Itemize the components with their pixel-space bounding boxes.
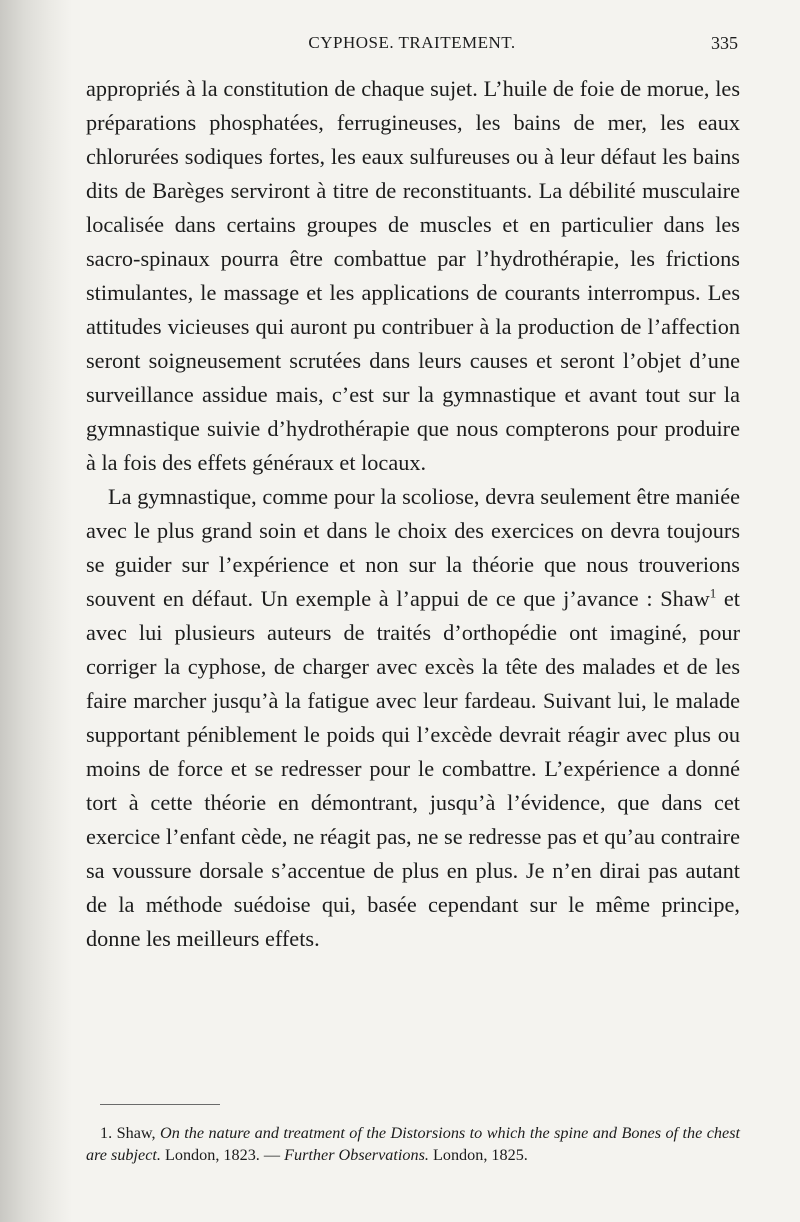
- footnote-title-2: Further Observations.: [284, 1146, 429, 1164]
- footnote-imprint-2: London, 1825.: [432, 1146, 528, 1164]
- footnote: [86, 1122, 740, 1166]
- paragraph-1: appropriés à la constitution de chaque sujet. L’huile de foie de morue, les préparations phosphatées, ferrugineuses, les bains de mer, les eaux chlorurées sodiques fortes, les eaux sulfureuses ou à leur défaut les bains dits de Barèges serviront à titre de reconstituants. La débilité musculaire localisée dans certains groupes de muscles et en particulier dans les sacro-spinaux pourra être combattue par l’hydrothérapie, les frictions stimulantes, le massage et les applications de courants interrompus. Les attitudes vicieuses qui auront pu contribuer à la production de l’affection seront soigneusement scrutées dans leurs causes et seront l’objet d’une surveillance assidue mais, c’est sur la gymnastique et avant tout sur la gymnastique suivie d’hydrothérapie que nous compterons pour produire à la fois des effets généraux et locaux.: [86, 76, 740, 475]
- footnote-reference: 1: [709, 585, 717, 601]
- paragraph-2: [86, 480, 740, 956]
- footnote-imprint-1: London, 1823. —: [164, 1146, 281, 1164]
- body-text: [86, 72, 740, 956]
- footnote-number: 1.: [100, 1124, 113, 1142]
- footnote-title-1: On the nature and treatment of the Distorsions to which the spine and Bones of the chest are subject.: [86, 1124, 741, 1164]
- page-gutter-shadow: [0, 0, 72, 1222]
- footnote-rule: [100, 1104, 220, 1105]
- running-head: [86, 33, 738, 59]
- paragraph-2-part-1: La gymnastique, comme pour la scoliose, devra seulement être maniée avec le plus grand soin et dans le choix des exercices on devra toujours se guider sur l’expérience et non sur la théorie que nous trouverions souvent en défaut. Un exemple à l’appui de ce que j’avance : Shaw: [86, 484, 740, 611]
- paragraph-2-part-2: et avec lui plusieurs auteurs de traités d’orthopédie ont imaginé, pour corriger la cyphose, de charger avec excès la tête des malades et de les faire marcher jusqu’à la fatigue avec leur fardeau. Suivant lui, le malade supportant péniblement le poids qui l’excède devrait réagir avec plus ou moins de force et se redresser pour le combattre. L’expérience a donné tort à cette théorie en démontrant, jusqu’à l’évidence, que dans cet exercice l’enfant cède, ne réagit pas, ne se redresse pas et qu’au contraire sa voussure dorsale s’accentue de plus en plus. Je n’en dirai pas autant de la méthode suédoise qui, basée cependant sur le même principe, donne les meilleurs effets.: [86, 586, 741, 951]
- footnote-author: Shaw,: [116, 1124, 156, 1142]
- page-number: 335: [711, 33, 738, 53]
- running-title: CYPHOSE. TRAITEMENT.: [308, 33, 516, 52]
